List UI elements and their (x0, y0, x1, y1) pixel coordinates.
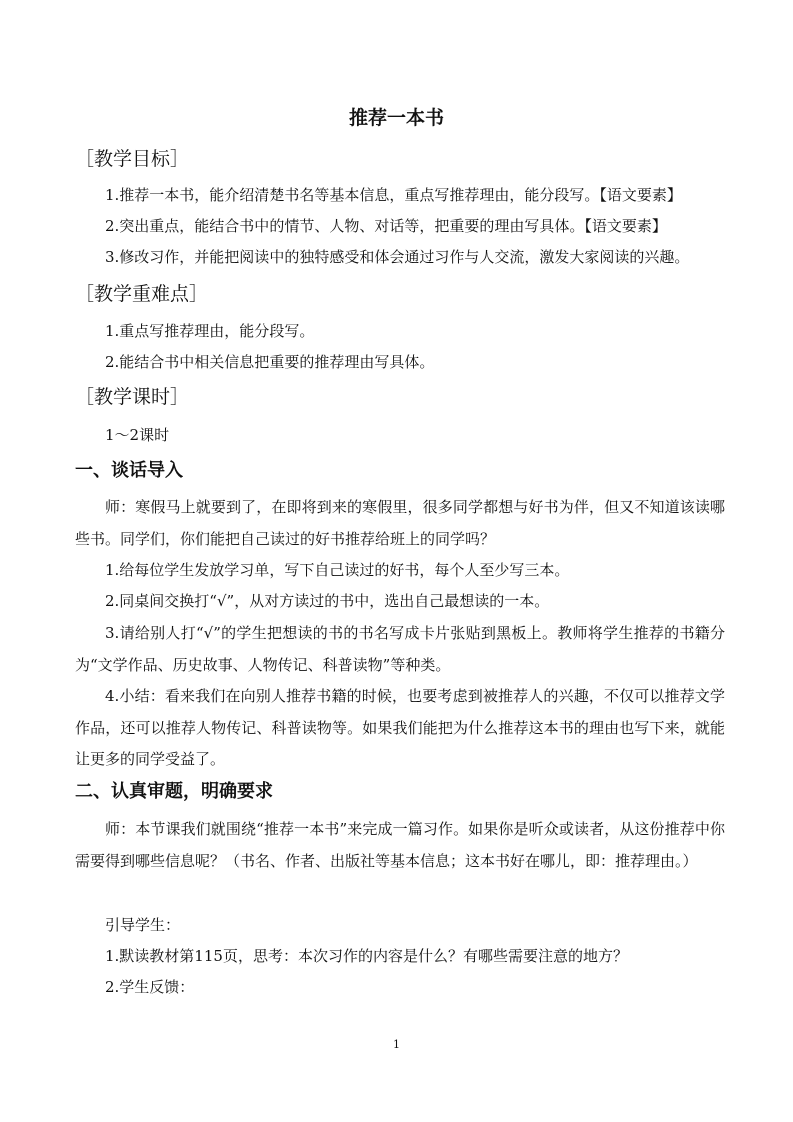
key-points-heading: ［教学重难点］ (75, 283, 209, 305)
duration-text: 1～2课时 (105, 426, 170, 444)
objective-item-1: 1.推荐一本书，能介绍清楚书名等基本信息，重点写推荐理由，能分段写。【语文要素】 (105, 186, 682, 204)
section-2-paragraph-1: 师：本节课我们就围绕“推荐一本书”来完成一篇习作。如果你是听众或读者，从这份推荐中你需要得到哪些信息呢？（书名、作者、出版社等基本信息；这本书好在哪儿，即：推荐理由。） (75, 820, 725, 870)
section-2-paragraph-2: 引导学生： (105, 916, 181, 934)
key-point-item-2: 2.能结合书中相关信息把重要的推荐理由写具体。 (105, 353, 435, 371)
section-1-paragraph-1: 师：寒假马上就要到了，在即将到来的寒假里，很多同学都想与好书为伴，但又不知道该读哪些书。同学们，你们能把自己读过的好书推荐给班上的同学吗？ (75, 498, 725, 548)
section-1-paragraph-5: 4.小结：看来我们在向别人推荐书籍的时候，也要考虑到被推荐人的兴趣，不仅可以推荐文学作品，还可以推荐人物传记、科普读物等。如果我们能把为什么推荐这本书的理由也写下来，就能让更多的同学受益了。 (75, 687, 725, 768)
objective-item-2: 2.突出重点，能结合书中的情节、人物、对话等，把重要的理由写具体。【语文要素】 (105, 217, 667, 235)
objective-item-3: 3.修改习作，并能把阅读中的独特感受和体会通过习作与人交流，激发大家阅读的兴趣。 (105, 248, 690, 266)
page-number: 1 (393, 1038, 400, 1051)
section-1-paragraph-4: 3.请给别人打“√”的学生把想读的书的书名写成卡片张贴到黑板上。教师将学生推荐的书籍分为“文学作品、历史故事、人物传记、科普读物”等种类。 (75, 624, 725, 674)
section-1-heading: 一、谈话导入 (75, 460, 183, 481)
section-1-paragraph-3: 2.同桌间交换打“√”，从对方读过的书中，选出自己最想读的一本。 (105, 592, 550, 610)
section-2-heading: 二、认真审题，明确要求 (75, 781, 273, 802)
duration-heading: ［教学课时］ (75, 386, 190, 408)
key-point-item-1: 1.重点写推荐理由，能分段写。 (105, 322, 315, 340)
section-2-paragraph-4: 2.学生反馈： (105, 978, 195, 996)
document-title: 推荐一本书 (348, 107, 444, 129)
objectives-heading: ［教学目标］ (75, 148, 190, 170)
section-2-paragraph-3: 1.默读教材第115页，思考：本次习作的内容是什么？有哪些需要注意的地方？ (105, 947, 628, 965)
section-1-paragraph-2: 1.给每位学生发放学习单，写下自己读过的好书，每个人至少写三本。 (105, 561, 570, 579)
